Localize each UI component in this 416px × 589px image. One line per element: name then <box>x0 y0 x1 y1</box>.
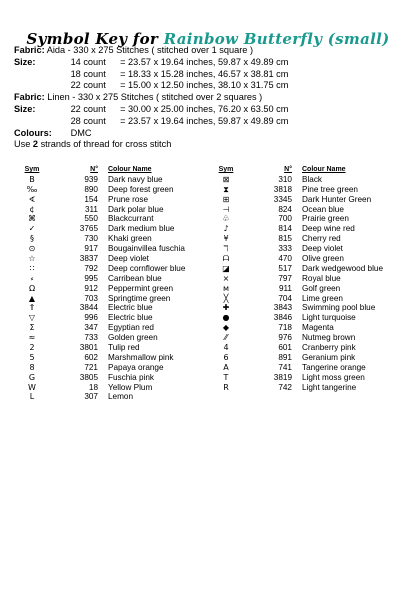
symbol-cell: 4 <box>223 343 229 353</box>
header-sym: Sym <box>24 166 40 173</box>
dmc-number-cell: 601 <box>278 343 292 353</box>
size-value: = 23.57 x 19.64 inches, 59.87 x 49.89 cm <box>120 115 289 126</box>
dmc-number-cell: 792 <box>84 263 98 273</box>
title-pattern-name: Rainbow Butterfly (small) <box>163 30 390 48</box>
symbol-cell: ♧ <box>222 214 230 224</box>
symbol-cell: ⊣ <box>222 204 230 214</box>
size-count: 22 count <box>70 103 106 114</box>
colour-name-cell: Dark Hunter Green <box>302 194 372 204</box>
symbol-cell: ⊠ <box>222 174 230 184</box>
colour-name-cell: Black <box>302 174 323 184</box>
symbol-cell: R <box>223 382 229 392</box>
dmc-number-cell: 700 <box>278 214 292 224</box>
colour-name-cell: Dark navy blue <box>108 174 163 184</box>
header-number: N° <box>284 166 292 173</box>
symbol-cell: × <box>222 273 230 283</box>
colour-name-cell: Marshmallow pink <box>108 352 174 362</box>
size-aida-row-22 <box>14 80 288 92</box>
colour-name-cell: Deep violet <box>108 254 149 264</box>
colour-name-cell: Lime green <box>302 293 343 303</box>
dmc-number-cell: 996 <box>84 313 98 323</box>
dmc-number-cell: 721 <box>84 362 98 372</box>
dmc-number-cell: 307 <box>84 392 98 402</box>
symbol-cell: W <box>28 382 36 392</box>
symbol-cell: ♪ <box>223 224 229 234</box>
colour-name-cell: Tulip red <box>108 343 140 353</box>
size-count: 28 count <box>70 115 106 126</box>
symbol-cell: ▽ <box>28 313 36 323</box>
dmc-number-cell: 3846 <box>273 313 292 323</box>
dmc-number-cell: 741 <box>278 362 292 372</box>
dmc-number-cell: 733 <box>84 333 98 343</box>
colour-name-cell: Carribean blue <box>108 273 162 283</box>
header-sym: Sym <box>218 166 234 173</box>
size-linen-row-22 <box>14 104 288 116</box>
symbol-cell: ∢ <box>28 194 36 204</box>
header-colour-name: Colour Name <box>108 166 152 173</box>
dmc-number-cell: 470 <box>278 254 292 264</box>
dmc-number-cell: 730 <box>84 234 98 244</box>
colour-name-cell: Electric blue <box>108 303 153 313</box>
dmc-number-cell: 3843 <box>273 303 292 313</box>
colours-value: DMC <box>70 127 92 138</box>
dmc-number-cell: 824 <box>278 204 292 214</box>
dmc-number-cell: 602 <box>84 352 98 362</box>
dmc-number-cell: 912 <box>84 283 98 293</box>
colour-name-cell: Deep violet <box>302 244 343 254</box>
dmc-number-cell: 742 <box>278 382 292 392</box>
header-number: N° <box>90 166 98 173</box>
colour-name-cell: Prairie green <box>302 214 349 224</box>
symbol-cell: ✚ <box>222 303 230 313</box>
colour-name-cell: Peppermint green <box>108 283 174 293</box>
colour-name-cell: Prune rose <box>108 194 149 204</box>
dmc-number-cell: 976 <box>278 333 292 343</box>
symbol-cell: ⊙ <box>28 244 36 254</box>
colours-row <box>14 128 288 140</box>
symbol-cell: ≈ <box>28 333 36 343</box>
symbol-cell: ⁄⁄ <box>224 333 228 343</box>
symbol-cell: ᴍ <box>222 283 230 293</box>
dmc-number-cell: 3765 <box>79 224 98 234</box>
symbol-cell: ‰ <box>26 184 38 194</box>
dmc-number-cell: 890 <box>84 184 98 194</box>
colours-label: Colours: <box>14 127 52 138</box>
symbol-cell: 2 <box>29 343 35 353</box>
colour-name-cell: Dark wedgewood blue <box>302 263 384 273</box>
colour-name-cell: Papaya orange <box>108 362 164 372</box>
colour-name-cell: Golf green <box>302 283 341 293</box>
colour-name-cell: Golden green <box>108 333 158 343</box>
colour-name-cell: Tangerine orange <box>302 362 366 372</box>
colour-name-cell: Pine tree green <box>302 184 358 194</box>
size-value: = 30.00 x 25.00 inches, 76.20 x 63.50 cm <box>120 103 289 114</box>
instruction-pre: Use <box>14 139 33 150</box>
fabric-linen-text: Linen - 330 x 275 Stitches ( stitched over 2 squares ) <box>47 92 263 103</box>
size-count: 18 count <box>70 68 106 79</box>
fabric-aida-text: Aida - 330 x 275 Stitches ( stitched over 1 square ) <box>46 45 254 55</box>
symbol-cell: Σ <box>29 323 35 333</box>
size-value: = 18.33 x 15.28 inches, 46.57 x 38.81 cm <box>120 68 289 79</box>
fabric-label: Fabric: <box>14 45 45 55</box>
size-value: = 23.57 x 19.64 inches, 59.87 x 49.89 cm <box>120 56 289 67</box>
colour-name-cell: Bougainvillea fuschia <box>108 244 185 254</box>
fabric-aida-row <box>14 45 288 57</box>
size-label: Size: <box>14 103 36 114</box>
colour-name-cell: Cherry red <box>302 234 341 244</box>
symbol-cell: ⌘ <box>28 214 36 224</box>
dmc-number-cell: 995 <box>84 273 98 283</box>
symbol-cell: ╳ <box>223 293 229 303</box>
header-colour-name: Colour Name <box>302 166 346 173</box>
title-prefix: Symbol Key for <box>26 30 159 48</box>
symbol-cell: ☆ <box>28 254 36 264</box>
symbol-cell: 5 <box>29 352 35 362</box>
symbol-cell: B <box>29 174 35 184</box>
colour-name-cell: Khaki green <box>108 234 152 244</box>
colour-name-cell: Fuschia pink <box>108 372 154 382</box>
dmc-number-cell: 814 <box>278 224 292 234</box>
symbol-cell: ◪ <box>222 263 230 273</box>
colour-name-cell: Blackcurrant <box>108 214 154 224</box>
colour-name-cell: Deep cornflower blue <box>108 263 186 273</box>
symbol-cell: ⇑ <box>28 303 36 313</box>
size-aida-row-18 <box>14 69 288 81</box>
symbol-cell: ◆ <box>222 323 230 333</box>
dmc-number-cell: 911 <box>278 283 292 293</box>
symbol-cell: § <box>30 234 34 244</box>
colour-name-cell: Light moss green <box>302 372 365 382</box>
dmc-number-cell: 891 <box>278 352 292 362</box>
pattern-info <box>14 45 288 151</box>
colour-name-cell: Dark polar blue <box>108 204 164 214</box>
fabric-linen-row <box>14 92 288 104</box>
colour-name-cell: Cranberry pink <box>302 343 356 353</box>
colour-name-cell: Lemon <box>108 392 134 402</box>
symbol-cell: ● <box>222 313 230 323</box>
instruction-strands: 2 <box>32 139 39 150</box>
colour-name-cell: Egyptian red <box>108 323 154 333</box>
dmc-number-cell: 550 <box>84 214 98 224</box>
dmc-number-cell: 3801 <box>79 343 98 353</box>
size-count: 14 count <box>70 56 106 67</box>
colour-name-cell: Deep forest green <box>108 184 174 194</box>
dmc-number-cell: 3819 <box>273 372 292 382</box>
size-value: = 15.00 x 12.50 inches, 38.10 x 31.75 cm <box>120 80 289 91</box>
size-count: 22 count <box>70 80 106 91</box>
dmc-number-cell: 3805 <box>79 372 98 382</box>
colour-name-cell: Magenta <box>302 323 334 333</box>
colour-name-cell: Deep wine red <box>302 224 355 234</box>
dmc-number-cell: 3844 <box>79 303 98 313</box>
size-label: Size: <box>14 56 36 67</box>
instruction-post: strands of thread for cross stitch <box>38 139 172 150</box>
dmc-number-cell: 18 <box>88 382 98 392</box>
colour-name-cell: Yellow Plum <box>108 382 153 392</box>
dmc-number-cell: 517 <box>278 263 292 273</box>
dmc-number-cell: 310 <box>278 174 292 184</box>
symbol-cell: ¥ <box>223 234 229 244</box>
dmc-number-cell: 704 <box>278 293 292 303</box>
dmc-number-cell: 333 <box>278 244 292 254</box>
colour-name-cell: Springtime green <box>108 293 171 303</box>
dmc-number-cell: 347 <box>84 323 98 333</box>
colour-name-cell: Swimming pool blue <box>302 303 376 313</box>
colour-name-cell: Royal blue <box>302 273 341 283</box>
size-aida-row-14 <box>14 57 288 69</box>
colour-name-cell: Nutmeg brown <box>302 333 356 343</box>
symbol-cell: A <box>223 362 229 372</box>
colour-name-cell: Geranium pink <box>302 352 356 362</box>
symbol-cell: ∷ <box>29 263 35 273</box>
symbol-cell: ⊞ <box>222 194 230 204</box>
symbol-cell: ¢ <box>29 204 35 214</box>
symbol-cell: Ω <box>28 283 36 293</box>
symbol-cell: ✓ <box>28 224 36 234</box>
symbol-cell: 6 <box>223 352 229 362</box>
dmc-number-cell: 3837 <box>79 254 98 264</box>
instruction-row <box>14 139 288 151</box>
size-linen-row-28 <box>14 116 288 128</box>
symbol-cell: ℸ <box>223 244 229 254</box>
dmc-number-cell: 797 <box>278 273 292 283</box>
dmc-number-cell: 154 <box>84 194 98 204</box>
symbol-cell: 8 <box>29 362 35 372</box>
dmc-number-cell: 917 <box>84 244 98 254</box>
symbol-cell: ⸗ <box>30 273 34 283</box>
colour-name-cell: Light turquoise <box>302 313 356 323</box>
symbol-cell: ⧗ <box>223 184 229 194</box>
dmc-number-cell: 815 <box>278 234 292 244</box>
dmc-number-cell: 311 <box>84 204 98 214</box>
symbol-cell: ▲ <box>28 293 36 303</box>
dmc-number-cell: 3345 <box>273 194 292 204</box>
dmc-number-cell: 939 <box>84 174 98 184</box>
symbol-cell: L <box>29 392 35 402</box>
symbol-cell: G <box>28 372 36 382</box>
dmc-number-cell: 718 <box>278 323 292 333</box>
colour-name-cell: Ocean blue <box>302 204 344 214</box>
colour-name-cell: Olive green <box>302 254 344 264</box>
colour-name-cell: Electric blue <box>108 313 153 323</box>
dmc-number-cell: 3818 <box>273 184 292 194</box>
colour-name-cell: Dark medium blue <box>108 224 175 234</box>
symbol-cell: T <box>223 372 229 382</box>
symbol-cell: ᗩ <box>222 254 230 264</box>
dmc-number-cell: 703 <box>84 293 98 303</box>
fabric-label: Fabric: <box>14 92 45 103</box>
colour-name-cell: Light tangerine <box>302 382 357 392</box>
